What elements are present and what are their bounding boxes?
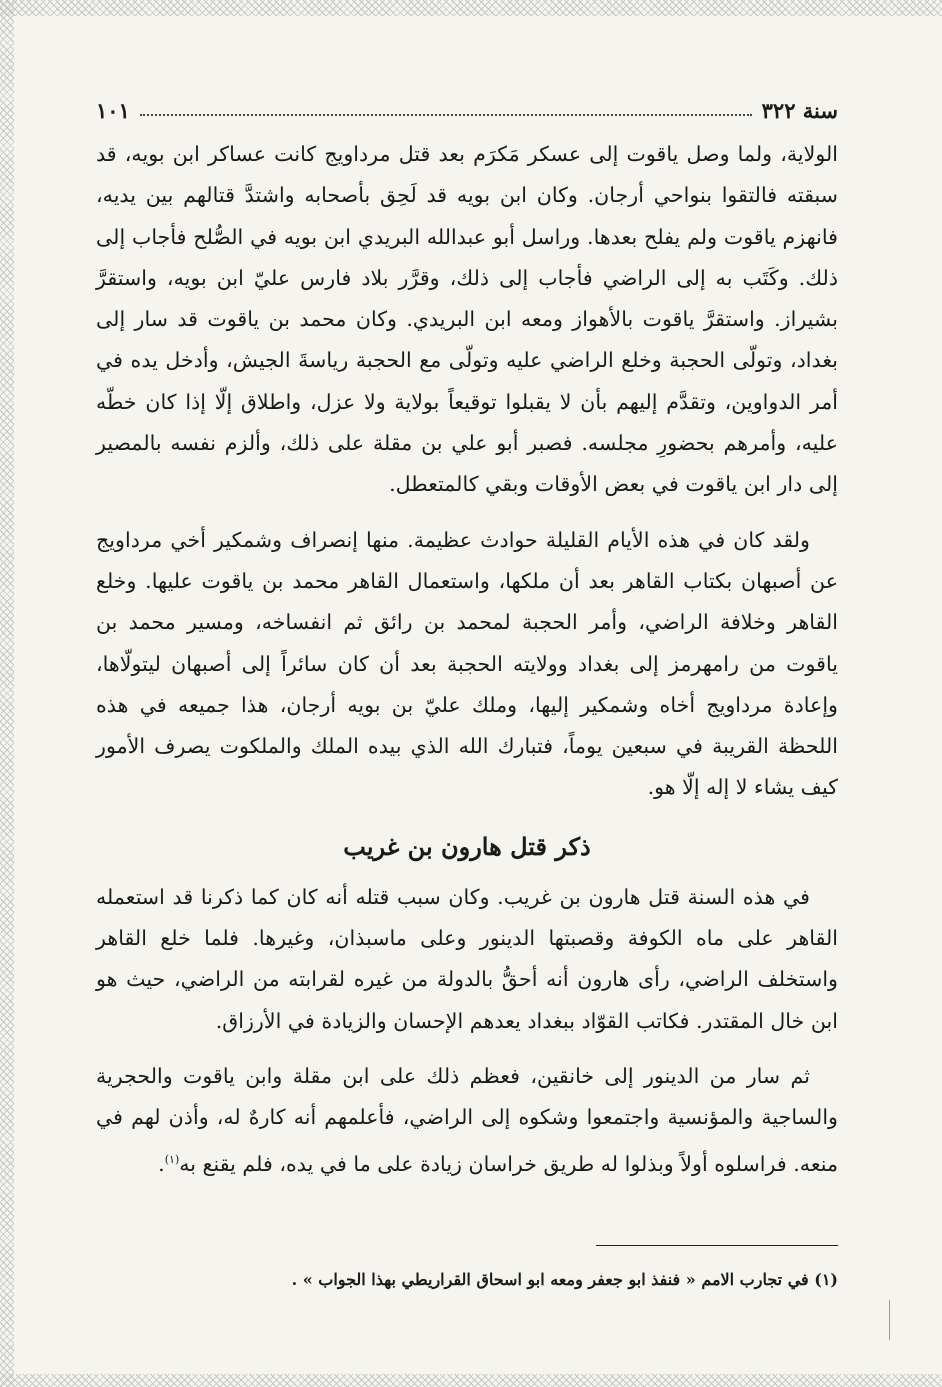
page-number: ١٠١ — [96, 97, 130, 123]
footnote-reference[interactable]: (١) — [164, 1152, 180, 1166]
paragraph-3: في هذه السنة قتل هارون بن غريب. وكان سبب قتله أنه كان كما ذكرنا قد استعمله القاهر على ماه الكوفة وقصبتها الدينور وعلى ماسبذان، وغيرها. فلما خلع القاهر واستخلف الراضي، رأى هارون أنه أحقُّ بالدولة من غيره لقرابته من الراضي، حيث هو ابن خال المقتدر. فكاتب القوّاد ببغداد يعدهم الإحسان والزيادة في الأرزاق. — [96, 884, 838, 1033]
paragraph-2: ولقد كان في هذه الأيام القليلة حوادث عظيمة. منها إنصراف وشمكير أخي مرداويج عن أصبهان بكتاب القاهر بعد أن ملكها، واستعمال القاهر محمد بن ياقوت عليها. وخلع القاهر وخلافة الراضي، وأمر الحجبة لمحمد بن رائق ثم انفساخه، ومسير محمد بن ياقوت من رامهرمز إلى بغداد وولايته الحجبة بعد أن كان سائراً إلى أصبهان ليتولّاها، وإعادة مرداويج أخاه وشمكير إليها، وملك عليّ بن بويه أرجان، هذا جميعه في هذه اللحظة القريبة في سبعين يوماً، فتبارك الله الذي بيده الملك والملكوت يصرف الأمور كيف يشاء لا إله إلّا هو. — [96, 527, 838, 800]
page-body — [96, 90, 838, 1185]
running-header — [96, 90, 838, 130]
footnote-separator — [596, 1245, 838, 1246]
margin-mark — [889, 1300, 890, 1340]
paragraph-4-text: ثم سار من الدينور إلى خانقين، فعظم ذلك على ابن مقلة وابن ياقوت والحجرية والساجية والمؤنسية واجتمعوا وشكوه إلى الراضي، فأعلمهم أنه كارهٌ له، وأذن لهم في منعه. فراسلوه أولاً وبذلوا له طريق خراسان زيادة على ما في يده، فلم يقنع به — [96, 1063, 838, 1176]
page-border-left — [0, 0, 14, 1387]
page-border-top — [0, 0, 942, 16]
header-dotted-leader — [140, 114, 752, 116]
paragraph-4 — [96, 1056, 838, 1185]
header-year: سنة ٣٢٢ — [761, 97, 838, 123]
section-title: ذكر قتل هارون بن غريب — [343, 831, 591, 861]
paragraph-4-end: . — [158, 1151, 165, 1176]
footnote: (١) في تجارب الامم « فنفذ ابو جعفر ومعه ابو اسحاق القراريطي بهذا الجواب » . — [291, 1270, 838, 1289]
paragraph-1: الولاية، ولما وصل ياقوت إلى عسكر مَكرَم بعد قتل مرداويج كانت عساكر ابن بويه، قد سبقته فالتقوا بنواحي أرجان. وكان ابن بويه قد لَحِق بأصحابه واشتدَّ قتالهم بين يديه، فانهزم ياقوت ولم يفلح بعدها. وراسل أبو عبدالله البريدي ابن بويه في الصُّلح فأجاب إلى ذلك. وكَتَب به إلى الراضي فأجاب إلى ذلك، وقرَّر بلاد فارس عليّ ابن بويه، واستقرَّ بشيراز. واستقرَّ ياقوت بالأهواز ومعه ابن البريدي. وكان محمد بن ياقوت قد سار إلى بغداد، وتولّى الحجبة وخلع الراضي عليه وتولّى مع الحجبة رياسةَ الجيش، وأدخل يده في أمر الدواوين، وتقدَّم إليهم بأن لا يقبلوا توقيعاً بولاية ولا عزل، واطلاق إلّا إذا كان خطّه عليه، وأمرهم بحضورِ مجلسه. فصبر أبو علي بن مقلة على ذلك، وألزم نفسه بالمصير إلى دار ابن ياقوت في بعض الأوقات وبقي كالمتعطل. — [96, 142, 838, 497]
page-border-bottom — [0, 1374, 942, 1387]
